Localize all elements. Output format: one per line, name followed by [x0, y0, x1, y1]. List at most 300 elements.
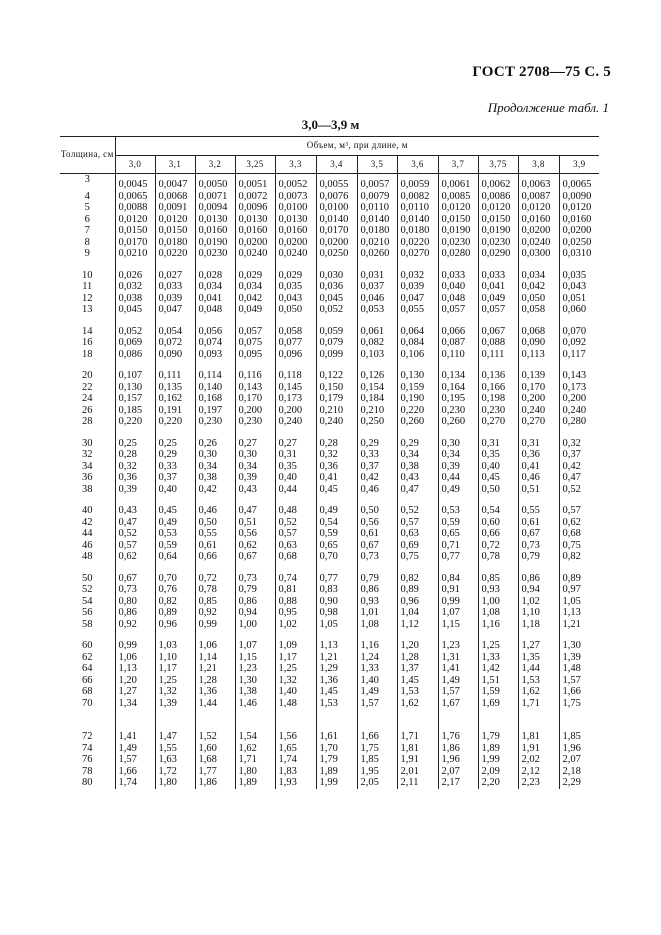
volume-cell: 1,32	[275, 675, 316, 687]
volume-cell: 0,50	[357, 505, 397, 517]
volume-cell: 2,20	[478, 777, 518, 789]
volume-cell: 0,32	[115, 461, 155, 473]
volume-cell: 1,08	[478, 607, 518, 619]
volume-cell: 1,49	[115, 743, 155, 755]
thickness-cell: 60	[82, 640, 93, 651]
length-range-title: 3,0—3,9 м	[301, 117, 360, 132]
table-row	[60, 202, 599, 214]
volume-cell: 0,29	[357, 438, 397, 450]
volume-cell: 1,02	[518, 596, 559, 608]
table-row	[60, 472, 599, 484]
group-spacer	[60, 630, 599, 640]
volume-cell: 1,15	[235, 652, 275, 664]
thickness-cell: 6	[84, 213, 90, 225]
volume-cell: 0,0160	[195, 225, 235, 237]
group-spacer	[60, 316, 599, 326]
volume-cell: 0,157	[115, 393, 155, 405]
volume-cell: 0,032	[397, 270, 438, 282]
volume-cell: 0,0073	[275, 191, 316, 203]
volume-cell: 1,20	[397, 640, 438, 652]
table-row	[60, 698, 599, 710]
table-row	[60, 405, 599, 417]
volume-cell: 1,09	[275, 640, 316, 652]
thickness-cell: 78	[82, 765, 93, 777]
volume-cell: 0,0230	[195, 248, 235, 260]
volume-cell: 1,41	[115, 731, 155, 743]
volume-cell: 0,0190	[478, 225, 518, 237]
volume-cell: 0,49	[438, 484, 478, 496]
volume-cell: 0,045	[316, 293, 357, 305]
volume-cell: 0,77	[438, 551, 478, 563]
volume-cell: 1,06	[115, 652, 155, 664]
table-body	[60, 174, 599, 789]
volume-cell: 0,0071	[195, 191, 235, 203]
volume-cell: 1,46	[235, 698, 275, 710]
volume-cell: 0,61	[518, 517, 559, 529]
volume-cell: 0,52	[397, 505, 438, 517]
table-row	[60, 607, 599, 619]
volume-cell: 0,62	[235, 540, 275, 552]
volume-cell: 0,230	[438, 405, 478, 417]
volume-cell: 0,143	[559, 370, 599, 382]
volume-cell: 0,43	[235, 484, 275, 496]
volume-cell: 0,168	[195, 393, 235, 405]
thickness-cell: 48	[82, 551, 93, 562]
volume-cell: 0,73	[357, 551, 397, 563]
table-row	[60, 304, 599, 316]
volume-cell: 1,15	[438, 619, 478, 631]
volume-cell: 0,93	[478, 584, 518, 596]
volume-cell: 0,200	[518, 393, 559, 405]
volume-cell: 1,55	[155, 743, 195, 755]
volume-cell: 0,0090	[559, 191, 599, 203]
volume-cell: 0,035	[275, 281, 316, 293]
volume-cell: 0,81	[275, 584, 316, 596]
volume-cell: 0,73	[115, 584, 155, 596]
volume-cell: 0,47	[559, 472, 599, 484]
table-row	[60, 225, 599, 237]
standard-header: ГОСТ 2708—75 С. 5	[472, 64, 611, 80]
volume-cell: 0,78	[195, 584, 235, 596]
volume-cell: 0,033	[478, 270, 518, 282]
thickness-cell: 76	[82, 754, 93, 765]
volume-cell: 0,82	[155, 596, 195, 608]
volume-cell: 0,114	[195, 370, 235, 382]
volume-cell: 0,67	[235, 551, 275, 563]
thickness-cell: 36	[82, 472, 93, 483]
volume-cell: 1,27	[115, 686, 155, 698]
volume-cell: 2,18	[559, 766, 599, 778]
volume-cell: 0,086	[115, 349, 155, 361]
volume-cell: 0,0180	[397, 225, 438, 237]
volume-cell: 0,040	[438, 281, 478, 293]
volume-cell: 0,033	[438, 270, 478, 282]
volume-cell: 0,57	[559, 505, 599, 517]
volume-cell: 0,145	[275, 382, 316, 394]
volume-cell: 0,97	[559, 584, 599, 596]
volume-cell: 1,96	[559, 743, 599, 755]
volume-cell: 0,103	[357, 349, 397, 361]
volume-cell: 0,0160	[518, 214, 559, 226]
volume-cell: 0,42	[357, 472, 397, 484]
volume-cell: 0,0140	[316, 214, 357, 226]
volume-cell: 0,27	[275, 438, 316, 450]
volume-cell: 0,049	[478, 293, 518, 305]
table-row	[60, 686, 599, 698]
volume-cell: 0,69	[397, 540, 438, 552]
table-header	[60, 137, 599, 174]
volume-cell: 0,197	[195, 405, 235, 417]
table-row	[60, 619, 599, 631]
volume-cell: 1,45	[397, 675, 438, 687]
volume-cell: 1,13	[115, 663, 155, 675]
volume-cell: 0,0190	[195, 237, 235, 249]
table-row	[60, 584, 599, 596]
volume-cell: 0,39	[438, 461, 478, 473]
volume-cell: 0,072	[155, 337, 195, 349]
group-spacer	[60, 260, 599, 270]
volume-cell: 0,191	[155, 405, 195, 417]
volume-cell: 1,72	[155, 766, 195, 778]
volume-cell: 1,39	[155, 698, 195, 710]
volume-cell: 2,12	[518, 766, 559, 778]
table-row	[60, 528, 599, 540]
volume-cell: 0,0290	[478, 248, 518, 260]
volume-cell: 0,126	[357, 370, 397, 382]
volume-cell: 0,83	[316, 584, 357, 596]
volume-cell: 0,159	[397, 382, 438, 394]
volume-cell: 1,67	[438, 698, 478, 710]
volume-cell: 2,09	[478, 766, 518, 778]
volume-cell: 0,79	[235, 584, 275, 596]
volume-cell: 0,90	[316, 596, 357, 608]
volume-cell: 0,68	[559, 528, 599, 540]
volume-cell: 0,0120	[115, 214, 155, 226]
volume-cell: 0,054	[155, 326, 195, 338]
table-row	[60, 484, 599, 496]
length-header-cell: 3,9	[559, 156, 599, 174]
volume-cell: 0,170	[235, 393, 275, 405]
volume-cell: 0,240	[275, 416, 316, 428]
volume-cell: 0,270	[518, 416, 559, 428]
volume-cell: 0,37	[357, 461, 397, 473]
volume-cell: 2,23	[518, 777, 559, 789]
volume-cell: 0,230	[478, 405, 518, 417]
thickness-cell: 44	[82, 528, 93, 539]
volume-cell: 0,85	[478, 573, 518, 585]
thickness-cell: 74	[82, 742, 93, 754]
volume-cell: 0,0076	[316, 191, 357, 203]
volume-cell: 1,25	[478, 640, 518, 652]
volume-cell: 1,91	[397, 754, 438, 766]
volume-cell: 0,31	[518, 438, 559, 450]
table-row	[60, 191, 599, 203]
volume-cell: 0,0110	[357, 202, 397, 214]
thickness-cell: 22	[82, 381, 93, 393]
volume-cell: 0,37	[559, 449, 599, 461]
volume-cell: 0,035	[559, 270, 599, 282]
thickness-cell: 80	[82, 777, 93, 788]
volume-cell: 1,54	[235, 731, 275, 743]
volume-cell: 0,41	[518, 461, 559, 473]
table-row	[60, 248, 599, 260]
volume-cell: 1,00	[478, 596, 518, 608]
volume-cell: 0,0085	[438, 191, 478, 203]
table-row	[60, 214, 599, 226]
table-row	[60, 349, 599, 361]
volume-cell: 0,027	[155, 270, 195, 282]
thickness-cell: 42	[82, 516, 93, 528]
volume-cell: 0,26	[195, 438, 235, 450]
volume-cell: 1,79	[478, 731, 518, 743]
volume-cell: 2,11	[397, 777, 438, 789]
volume-cell: 0,260	[438, 416, 478, 428]
volume-cell: 0,190	[397, 393, 438, 405]
volume-cell: 0,37	[155, 472, 195, 484]
volume-cell: 1,44	[518, 663, 559, 675]
volume-cell: 0,260	[397, 416, 438, 428]
volume-cell: 0,45	[155, 505, 195, 517]
volume-cell: 1,48	[275, 698, 316, 710]
volume-cell: 1,21	[195, 663, 235, 675]
table-row	[60, 281, 599, 293]
volume-cell: 0,122	[316, 370, 357, 382]
volume-cell: 1,85	[357, 754, 397, 766]
thickness-cell: 24	[82, 393, 93, 404]
volume-cell: 0,118	[275, 370, 316, 382]
volume-cell: 1,35	[518, 652, 559, 664]
volume-cell: 0,0051	[235, 174, 275, 191]
volume-cell: 0,0068	[155, 191, 195, 203]
volume-cell: 0,42	[195, 484, 235, 496]
volume-cell: 0,240	[559, 405, 599, 417]
volume-cell: 0,0079	[357, 191, 397, 203]
volume-cell: 0,037	[357, 281, 397, 293]
length-header-cell: 3,4	[316, 156, 357, 174]
volume-cell: 0,0120	[478, 202, 518, 214]
volume-cell: 0,42	[559, 461, 599, 473]
volume-cell: 0,35	[275, 461, 316, 473]
volume-cell: 1,48	[559, 663, 599, 675]
table-row	[60, 370, 599, 382]
volume-cell: 0,33	[357, 449, 397, 461]
volume-cell: 0,0220	[155, 248, 195, 260]
thickness-cell: 26	[82, 404, 93, 416]
volume-cell: 1,53	[397, 686, 438, 698]
volume-cell: 0,27	[235, 438, 275, 450]
volume-column-header: Объем, м³, при длине, м	[115, 137, 599, 156]
volume-cell: 0,31	[478, 438, 518, 450]
volume-cell: 0,0180	[357, 225, 397, 237]
volume-cell: 0,30	[195, 449, 235, 461]
thickness-cell: 52	[82, 584, 93, 595]
volume-cell: 0,066	[438, 326, 478, 338]
table-row	[60, 663, 599, 675]
volume-cell: 0,86	[235, 596, 275, 608]
volume-cell: 1,17	[275, 652, 316, 664]
thickness-cell: 12	[82, 292, 93, 304]
volume-cell: 1,52	[195, 731, 235, 743]
volume-cell: 0,54	[478, 505, 518, 517]
volume-cell: 1,95	[357, 766, 397, 778]
thickness-cell: 30	[82, 437, 93, 449]
volume-cell: 0,38	[195, 472, 235, 484]
volume-cell: 0,139	[518, 370, 559, 382]
volume-cell: 0,59	[438, 517, 478, 529]
volume-cell: 0,47	[397, 484, 438, 496]
volume-cell: 0,048	[195, 304, 235, 316]
volume-cell: 0,0150	[115, 225, 155, 237]
length-header-cell: 3,0	[115, 156, 155, 174]
volume-cell: 0,55	[518, 505, 559, 517]
volume-cell: 0,0200	[559, 225, 599, 237]
volume-cell: 0,0052	[275, 174, 316, 191]
table-row	[60, 777, 599, 789]
volume-cell: 0,0072	[235, 191, 275, 203]
table-row	[60, 326, 599, 338]
table-row	[60, 743, 599, 755]
volume-cell: 0,51	[518, 484, 559, 496]
volume-cell: 0,50	[195, 517, 235, 529]
volume-cell: 0,111	[155, 370, 195, 382]
volume-cell: 1,44	[195, 698, 235, 710]
volume-cell: 0,031	[357, 270, 397, 282]
volume-cell: 1,59	[478, 686, 518, 698]
volume-cell: 0,36	[316, 461, 357, 473]
volume-cell: 0,66	[195, 551, 235, 563]
volume-cell: 0,173	[275, 393, 316, 405]
volume-cell: 1,45	[316, 686, 357, 698]
volume-cell: 1,21	[559, 619, 599, 631]
volume-cell: 0,39	[235, 472, 275, 484]
volume-cell: 0,230	[235, 416, 275, 428]
thickness-cell: 50	[82, 572, 93, 584]
volume-cell: 1,74	[115, 777, 155, 789]
volume-cell: 0,0250	[559, 237, 599, 249]
volume-cell: 0,52	[275, 517, 316, 529]
volume-cell: 0,042	[235, 293, 275, 305]
volume-cell: 0,056	[195, 326, 235, 338]
volume-cell: 0,150	[316, 382, 357, 394]
volume-cell: 0,0091	[155, 202, 195, 214]
volume-cell: 0,280	[559, 416, 599, 428]
volume-cell: 1,37	[397, 663, 438, 675]
volume-cell: 1,33	[478, 652, 518, 664]
volume-cell: 0,0310	[559, 248, 599, 260]
volume-cell: 0,049	[235, 304, 275, 316]
volume-cell: 0,0240	[275, 248, 316, 260]
volume-cell: 0,63	[275, 540, 316, 552]
volume-cell: 0,039	[397, 281, 438, 293]
volume-cell: 0,66	[478, 528, 518, 540]
volume-cell: 0,111	[478, 349, 518, 361]
thickness-cell: 66	[82, 674, 93, 686]
volume-cell: 0,52	[559, 484, 599, 496]
volume-cell: 1,42	[478, 663, 518, 675]
volume-cell: 0,61	[357, 528, 397, 540]
volume-cell: 0,185	[115, 405, 155, 417]
volume-cell: 1,13	[559, 607, 599, 619]
volume-cell: 0,0100	[275, 202, 316, 214]
volume-cell: 0,67	[115, 573, 155, 585]
volume-cell: 1,71	[235, 754, 275, 766]
volume-cell: 0,80	[115, 596, 155, 608]
table-row	[60, 461, 599, 473]
length-header-cell: 3,8	[518, 156, 559, 174]
volume-cell: 1,41	[438, 663, 478, 675]
volume-cell: 0,0240	[518, 237, 559, 249]
group-spacer	[60, 495, 599, 505]
volume-cell: 0,47	[115, 517, 155, 529]
volume-cell: 0,036	[316, 281, 357, 293]
volume-cell: 1,24	[357, 652, 397, 664]
volume-cell: 0,84	[438, 573, 478, 585]
volume-cell: 0,092	[559, 337, 599, 349]
volume-cell: 0,65	[316, 540, 357, 552]
thickness-cell: 34	[82, 460, 93, 472]
volume-cell: 0,36	[518, 449, 559, 461]
thickness-column-header: Толщина, см	[60, 137, 115, 174]
volume-cell: 0,033	[155, 281, 195, 293]
volume-cell: 0,29	[397, 438, 438, 450]
volume-cell: 1,30	[559, 640, 599, 652]
volume-cell: 0,79	[518, 551, 559, 563]
volume-cell: 1,20	[115, 675, 155, 687]
volume-cell: 0,0230	[478, 237, 518, 249]
volume-cell: 0,99	[438, 596, 478, 608]
thickness-cell: 20	[82, 370, 93, 381]
table-row	[60, 754, 599, 766]
volume-cell: 0,98	[316, 607, 357, 619]
volume-cell: 0,71	[438, 540, 478, 552]
volume-cell: 1,36	[316, 675, 357, 687]
volume-cell: 0,88	[275, 596, 316, 608]
table-row	[60, 337, 599, 349]
volume-cell: 0,30	[438, 438, 478, 450]
thickness-cell: 28	[82, 416, 93, 427]
volume-cell: 1,18	[518, 619, 559, 631]
volume-cell: 0,0300	[518, 248, 559, 260]
volume-cell: 0,164	[438, 382, 478, 394]
volume-cell: 1,86	[438, 743, 478, 755]
volume-cell: 0,94	[235, 607, 275, 619]
volume-cell: 0,135	[155, 382, 195, 394]
volume-cell: 0,94	[518, 584, 559, 596]
volume-cell: 0,0170	[316, 225, 357, 237]
volume-cell: 0,74	[275, 573, 316, 585]
volume-cell: 1,25	[275, 663, 316, 675]
volume-cell: 0,0082	[397, 191, 438, 203]
volume-cell: 0,130	[115, 382, 155, 394]
length-header-row	[60, 156, 599, 174]
volume-cell: 0,0110	[397, 202, 438, 214]
volume-cell: 0,034	[518, 270, 559, 282]
volume-cell: 1,23	[235, 663, 275, 675]
volume-cell: 0,45	[478, 472, 518, 484]
volume-cell: 0,55	[195, 528, 235, 540]
volume-cell: 0,200	[559, 393, 599, 405]
volume-cell: 0,069	[115, 337, 155, 349]
table-row	[60, 640, 599, 652]
volume-cell: 2,02	[518, 754, 559, 766]
thickness-cell: 9	[84, 248, 90, 259]
volume-cell: 0,62	[115, 551, 155, 563]
volume-cell: 0,107	[115, 370, 155, 382]
volume-cell: 0,0050	[195, 174, 235, 191]
volume-cell: 0,63	[397, 528, 438, 540]
volume-cell: 1,28	[397, 652, 438, 664]
volume-cell: 1,81	[397, 743, 438, 755]
